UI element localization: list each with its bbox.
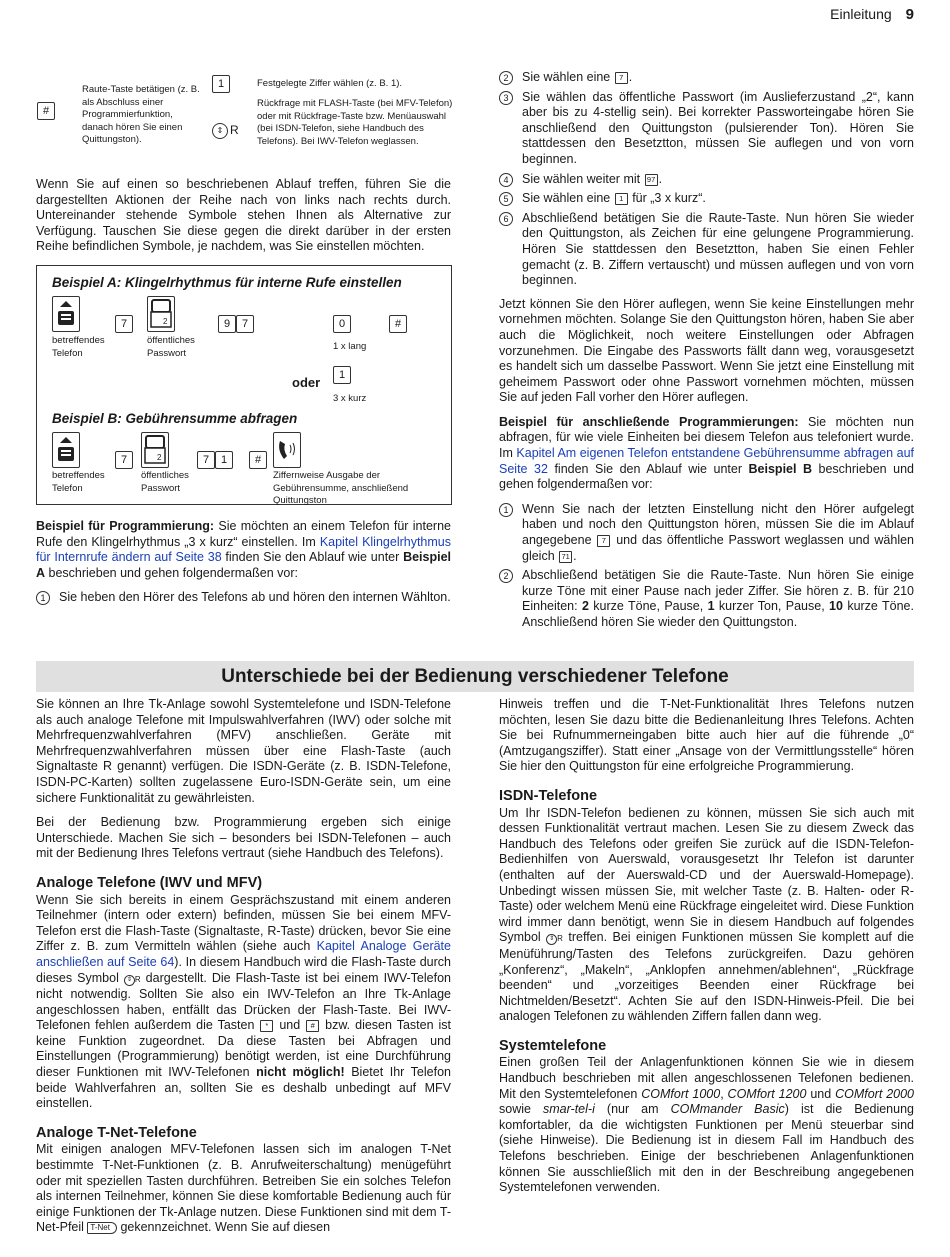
alternative-or-label: oder	[292, 375, 321, 390]
example-a-key-0-label: 1 x lang	[333, 341, 367, 352]
intro-paragraph: Wenn Sie auf einen so beschriebenen Ablauf treffen, führen Sie die dargestellten Aktionen der Reihe nach von links nach rechts durch. Untereinander stehende Symbole stehen Ihnen als Alternative zur Verfügung. Tauschen Sie diese gegen die direkt darüber in der ersten Reihe befindlichen Symbole, je nachdem, was Sie einstellen möchten.	[36, 177, 451, 254]
tnet-arrow-icon: T-Net	[87, 1222, 117, 1234]
system-phones-paragraph: Einen großen Teil der Anlagenfunktionen können Sie wie in diesem Handbuch beschrieben mit allen angeschlossenen Telefonen bedienen. Mit den Systemtelefonen COMfort 1000, COMfort 1200 und COMfort 2000 sowie smar-tel-i (nur am COMmander Basic) ist die Bedienung komfortabler, da die wichtigsten Funktionen per Menü steuerbar sind (siehe Hinweise). Die Bedienung ist in diesem Fall im Handbuch des Telefons beschrieben. Einige der beschriebenen Anlagenfunktionen können Sie ausschließlich mit den in der Beschreibung angegebenen Systemtelefonen verwenden.	[499, 1055, 915, 1195]
follow-up-example-paragraph: Beispiel für anschließende Programmierungen: Sie möchten nun abfragen, für wie viele Einheiten bei diesem Telefon aus telefoniert wurde. Im Kapitel Am eigenen Telefon entstandene Gebührensumme abfragen auf Seite 32 finden Sie den Ablauf wie unter Beispiel B beschrieben und gehen folgendermaßen vor:	[499, 414, 915, 492]
public-password-icon	[141, 432, 169, 468]
programming-steps-continued	[499, 70, 914, 289]
svg-text:2: 2	[163, 317, 168, 326]
flash-key-description: Rückfrage mit FLASH-Taste (bei MFV-Telefon) oder mit Rückfrage-Taste bzw. Menüauswahl (bei ISDN-Telefon, siehe Handbuch des Telefons). Bei IWV-Telefon weglassen.	[257, 98, 453, 147]
example-a-phone-label: betreffendes Telefon	[52, 335, 105, 359]
chapter-link-gebuehrensumme[interactable]: Kapitel Am eigenen Telefon entstandene Gebührensumme abfragen auf Seite 32	[499, 446, 914, 476]
isdn-paragraph: Um Ihr ISDN-Telefon bedienen zu können, müssen Sie sich auch mit dessen Funktionalität vertraut machen. Lesen Sie zu diesem Zweck das Handbuch des Telefons oder greifen Sie zurück auf die ISDN-Telefon-Bedienhilfen von Auerswald, vorausgesetzt Ihr Telefon ist darunter (enthalten auf der Auerswald-CD und der Auerswald-Homepage). Unbedingt wissen müssen Sie, mit welcher Taste (z. B. Halten- oder R-Taste) oder welchem Menü eine Rückfrage eingeleitet wird. Diese Funktion wird immer dann benötigt, wenn Sie in diesem Handbuch auf folgendes Symbol ⇕ R treffen. Bei einigen Funktionen müssen Sie komplett auf die Menüführung/Tasten des Telefons zurückgreifen. Dazu gehören „Konferenz“, „Makeln“, „Anklopfen annehmen/ablehnen“, „Rückfrage beenden“ und „vorzeitiges Beenden einer Rückfrage bei Nichtmelden/Besetzt“. Achten Sie auf den ISDN-Hinweis-Pfeil. Die bei analogen Telefonen zu wählenden Ziffern fallen dann weg.	[499, 805, 914, 1024]
follow-up-steps	[499, 502, 914, 631]
ringing-handset-icon	[273, 432, 301, 468]
tnet-paragraph: Mit einigen analogen MFV-Telefonen lassen sich im analogen T-Net bestimmte T-Net-Funktionen (z. B. Anrufweiterschaltung) menügeführt oder mit speziellen Tasten durchführen. Betreiben Sie ein solches Telefon als internen Teilnehmer, können Sie diese komfortable Bedienung auch für einige Funktionen der Tk-Anlage nutzen. Diese Funktionen sind mit dem T-Net-Pfeil T-Net gekennzeichnet. Wenn Sie auf diesen	[36, 1142, 451, 1235]
page-header	[830, 6, 914, 23]
example-a-key-7: 7	[115, 315, 133, 333]
example-b-output-label: Ziffernweise Ausgabe der Gebührensumme, anschließend Quittungston	[273, 470, 409, 506]
handset-lift-icon	[52, 432, 80, 468]
step-item: 6 Abschließend betätigen Sie die Raute-Taste. Nun hören Sie wieder den Quittungston, als Zeichen für eine gelungene Programmierung. Hören Sie stattdessen den Besetztton, haben Sie einen Fehler gemacht (z. B. Ziffern vertauscht) und müssen auflegen und von vorn beginnen.	[499, 211, 914, 289]
section-banner: Unterschiede bei der Bedienung verschiedener Telefone	[36, 661, 914, 692]
example-a-key-7b: 7	[236, 315, 254, 333]
intro-paragraph: Sie können an Ihre Tk-Anlage sowohl Systemtelefone und ISDN-Telefone als auch analoge Telefone mit Impulswahlverfahren (IWV) oder solche mit Mehrfrequenzwahlverfahren (MFV) anschließen. Geräte mit Mehrfrequenzwahlverfahren müssen über eine Flash-Taste (auch Signaltaste R genannt) verfügen. Die ISDN-Geräte (z. B. ISDN-Telefone, ISDN-PC-Karten) sollten zugelassene Euro-ISDN-Geräte sein, um eine sichere Funktionalität zu gewährleisten.	[36, 697, 451, 805]
heading-tnet-phones: Analoge T-Net-Telefone	[36, 1124, 197, 1141]
chapter-link-analoge-geraete[interactable]: Kapitel Analoge Geräte anschließen auf Seite 64	[36, 939, 451, 969]
step-item: 2 Sie wählen eine 7 .	[499, 70, 914, 86]
heading-isdn-phones: ISDN-Telefone	[499, 787, 598, 804]
example-a-hash-key: #	[389, 315, 407, 333]
example-b-hash-key: #	[249, 451, 267, 469]
heading-system-phones: Systemtelefone	[499, 1037, 607, 1054]
operation-paragraph: Bei der Bedienung bzw. Programmierung ergeben sich einige Unterschiede. Machen Sie sich – besonders bei ISDN-Telefonen – auch mit der Bedienung Ihres Telefons vertraut (siehe Handbuch des Telefons).	[36, 815, 451, 861]
star-key-icon: *	[260, 1020, 273, 1032]
example-box	[36, 265, 452, 505]
chapter-title: Einleitung	[830, 6, 892, 22]
example-a-key-0: 0	[333, 315, 351, 333]
analog-paragraph: Wenn Sie sich bereits in einem Gesprächszustand mit einem anderen Teilnehmer (intern oder extern) befinden, müssen Sie bei einem MFV-Telefon erst die Flash-Taste (Signaltaste, R-Taste) drücken, bevor Sie eine Ziffer z. B. zum Vermitteln wählen (siehe auch Kapitel Analoge Geräte anschließen auf Seite 64). In diesem Handbuch wird die Flash-Taste durch dieses Symbol ⇕ R dargestellt. Die Flash-Taste ist bei einem IWV-Telefon nicht notwendig. Sollten Sie also ein IWV-Telefon an Ihre Tk-Anlage angeschlossen haben, entfällt das Drücken der Flash-Taste. Bei IWV-Telefonen fehlen außerdem die Tasten * und # bzw. diesen Tasten ist keine Funktion zugeordnet. Da diese Tasten bei Abfragen und Einstellungen (Programmierung) benötigt werden, ist eine Durchführung dieser Funktionen mit IWV-Telefonen nicht möglich! Bietet Ihr Telefon beide Wahlverfahren an, sollten Sie es deshalb unbedingt auf MFV einstellen.	[36, 892, 451, 1111]
example-b-key-7b: 7	[197, 451, 215, 469]
step-item: 2 Abschließend betätigen Sie die Raute-Taste. Nun hören Sie einige kurze Töne mit einer Pause nach jeder Ziffer. Sie hören z. B. für 210 Einheiten: 2 kurze Töne, Pause, 1 kurzer Ton, Pause, 10 kurze Töne. Anschließend hören Sie wieder den Quittungston.	[499, 568, 914, 630]
example-b-title: Beispiel B: Gebührensumme abfragen	[52, 411, 298, 426]
public-password-icon	[147, 296, 175, 332]
example-b-key-1: 1	[215, 451, 233, 469]
example-a-password-label: öffentliches Passwort	[147, 335, 195, 359]
example-a-title: Beispiel A: Klingelrhythmus für interne Rufe einstellen	[52, 275, 402, 290]
after-programming-paragraph: Jetzt können Sie den Hörer auflegen, wenn Sie keine Einstellungen mehr vornehmen möchten. Solange Sie den Quittungston hören, haben Sie aber auch die Möglichkeit, noch weitere Einstellungen oder Abfragen vorzunehmen. Die Eingabe des Passworts fällt dann weg, vorausgesetzt es handelt sich um dasselbe Passwort. Wenn Sie jetzt eine Einstellung mit geheimem Passwort oder ohne Passwort vornehmen möchten, müssen Sie auf jeden Fall vorher den Hörer auflegen.	[499, 296, 914, 405]
programming-example-paragraph: Beispiel für Programmierung: Sie möchten an einem Telefon für interne Rufe den Klingelrhythmus „3 x kurz“ einstellen. Im Kapitel Klingelrhythmus für Internrufe ändern auf Seite 38 finden Sie den Ablauf wie unter Beispiel A beschrieben und gehen folgendermaßen vor:	[36, 519, 451, 580]
hash-key-icon: #	[37, 102, 55, 120]
flash-key-icon: ⇕	[124, 975, 135, 986]
example-b-phone-label: betreffendes Telefon	[52, 470, 105, 494]
left-column-bottom	[36, 697, 451, 1245]
chapter-link-klingelrhythmus[interactable]: Kapitel Klingelrhythmus für Internrufe ändern auf Seite 38	[36, 534, 451, 565]
example-a-key-9: 9	[218, 315, 236, 333]
programming-steps	[36, 590, 451, 606]
digit-key-icon: 1	[212, 75, 230, 93]
example-a-key-1-label: 3 x kurz	[333, 393, 367, 404]
svg-text:2: 2	[157, 453, 162, 462]
flash-key-icon: ⇕	[546, 934, 557, 945]
tnet-hint-paragraph: Hinweis treffen und die T-Net-Funktionalität Ihres Telefons nutzen möchten, lesen Sie dazu bitte die Bedienanleitung Ihres Telefons. Achten Sie bei Rufnummerneingaben bitte auch hier auf die führende „0“ (Amtzugangsziffer). Statt einer „Ansage von der Vermittlungsstelle“ hören Sie hier den Quittungston für eine erfolgreiche Programmierung.	[499, 697, 914, 774]
step-item: 3 Sie wählen das öffentliche Passwort (im Auslieferzustand „2“, kann aber bis zu 4-stellig sein). Bei korrekter Passworteingabe hören Sie anschließend den Quittungston (pulsierender Ton). Hören Sie stattdessen den Besetztton, müssen Sie auflegen und von vorn beginnen.	[499, 90, 914, 168]
example-b-key-7: 7	[115, 451, 133, 469]
step-item: 5 Sie wählen eine 1 für „3 x kurz“.	[499, 191, 914, 207]
step-item: 4 Sie wählen weiter mit 97 .	[499, 172, 914, 188]
right-column-top	[499, 66, 914, 639]
example-b-password-label: öffentliches Passwort	[141, 470, 189, 494]
flash-key-icon: ⇕ R	[212, 123, 242, 139]
handset-lift-icon	[52, 296, 80, 332]
hash-key-icon: #	[306, 1020, 319, 1032]
right-column-bottom	[499, 697, 914, 1205]
heading-analog-phones: Analoge Telefone (IWV und MFV)	[36, 874, 263, 891]
example-a-key-1: 1	[333, 366, 351, 384]
left-programming-example	[36, 519, 451, 614]
step-item: 1 Sie heben den Hörer des Telefons ab und hören den internen Wählton.	[36, 590, 451, 606]
raute-key-description: Raute-Taste betätigen (z. B. als Abschluss einer Programmierfunktion, danach hören Sie einen Quittungston).	[82, 84, 200, 145]
left-intro	[36, 177, 451, 264]
digit-key-description: Festgelegte Ziffer wählen (z. B. 1).	[257, 78, 403, 89]
step-item: 1 Wenn Sie nach der letzten Einstellung nicht den Hörer aufgelegt haben und noch den Quittungston hören, müssen Sie die im Ablauf angegebene 7 und das öffentliche Passwort weglassen und wählen gleich 71 .	[499, 502, 914, 564]
page-number: 9	[905, 6, 914, 23]
